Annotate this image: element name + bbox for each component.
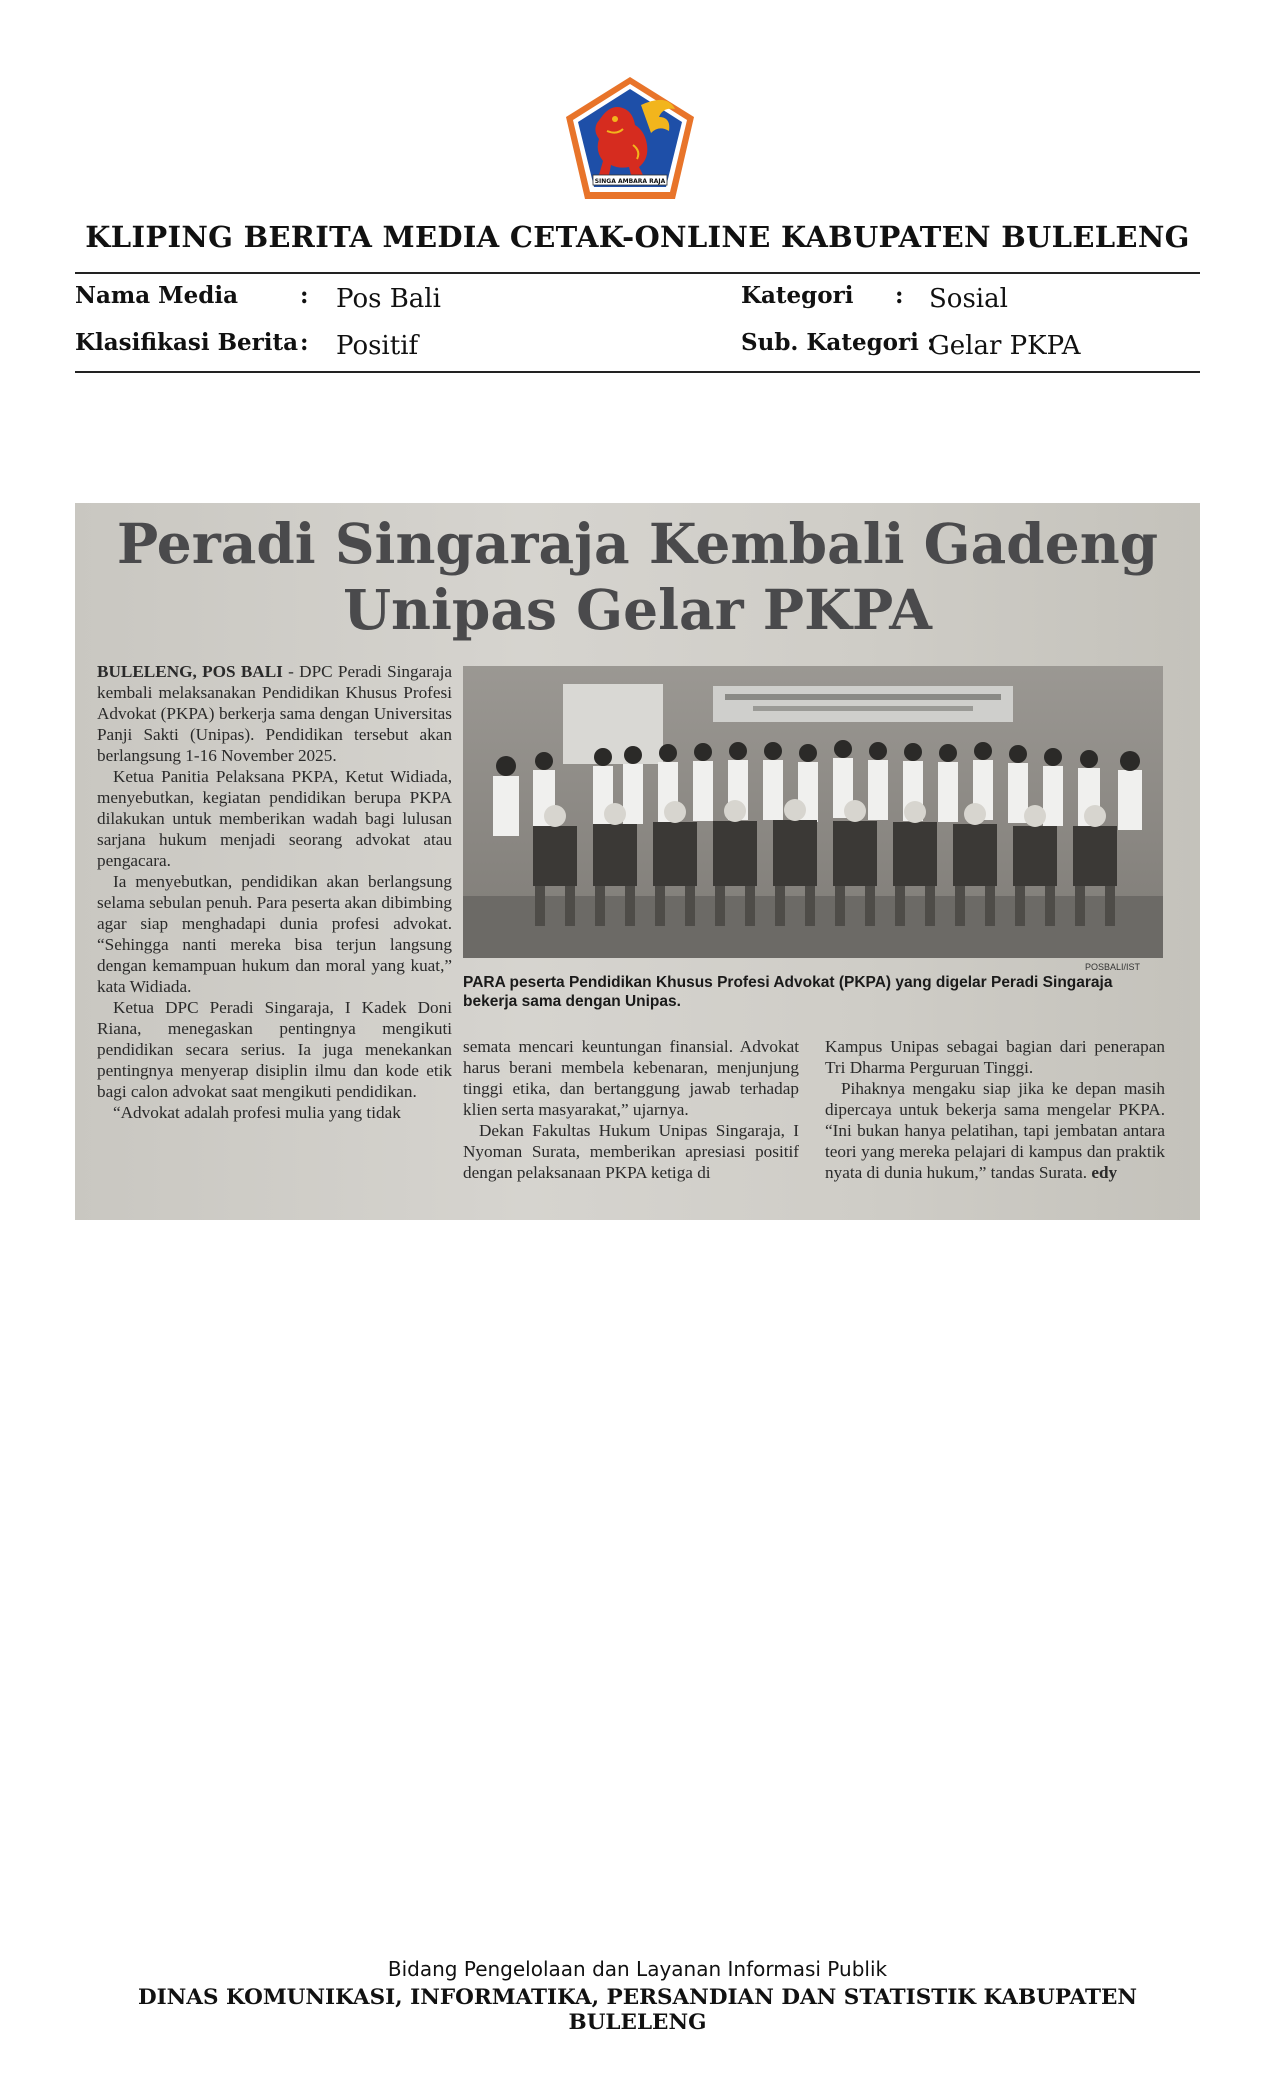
headline-line-2: Unipas Gelar PKPA — [343, 577, 932, 642]
news-classification-value: Positif — [336, 331, 419, 361]
article-paragraph: “Advokat adalah profesi mulia yang tidak — [113, 1103, 401, 1122]
article-column-1 — [97, 661, 452, 1123]
lead-text: - DPC Peradi Singaraja kembali melaksanakan Pendidikan Khusus Profesi Advokat (PKPA) berkerja sama dengan Universitas Panji Sakti (Unipas). Pendidikan tersebut akan berlangsung 1-16 November 2025. — [97, 662, 452, 765]
news-classification-label: Klasifikasi Berita — [75, 329, 299, 356]
media-name-colon: : — [300, 282, 309, 309]
article-paragraph: Ketua DPC Peradi Singaraja, I Kadek Doni Riana, menegaskan pentingnya mengikuti pendidikan secara serius. Ia juga menekankan pentingnya menyerap disiplin ilmu dan kode etik bagi calon advokat saat mengikuti pendidikan. — [97, 998, 452, 1101]
article-paragraph — [825, 1078, 1165, 1183]
footer-department: Bidang Pengelolaan dan Layanan Informasi Publik — [387, 1957, 888, 1981]
subcategory-value: Gelar PKPA — [929, 331, 1081, 361]
media-name-value: Pos Bali — [336, 284, 441, 314]
news-classification-colon: : — [300, 329, 309, 356]
footer-agency: DINAS KOMUNIKASI, INFORMATIKA, PERSANDIAN DAN STATISTIK KABUPATEN BULELENG — [137, 1985, 1138, 2035]
newspaper-clipping — [75, 503, 1200, 1220]
byline: edy — [1091, 1163, 1118, 1182]
category-value: Sosial — [929, 284, 1008, 314]
article-column-2 — [463, 1036, 799, 1183]
article-column-3 — [825, 1036, 1165, 1183]
buleleng-regency-logo — [563, 75, 697, 203]
article-headline — [75, 511, 1200, 643]
article-lead-paragraph — [97, 661, 452, 766]
headline-line-1: Peradi Singaraja Kembali Gadeng — [116, 511, 1159, 576]
category-colon: : — [895, 282, 904, 309]
category-label: Kategori — [741, 282, 854, 309]
media-name-label: Nama Media — [75, 282, 238, 309]
photo-credit: POSBALI/IST — [1085, 962, 1141, 972]
photo-caption: PARA peserta Pendidikan Khusus Profesi Advokat (PKPA) yang digelar Peradi Singaraja bekerja sama dengan Unipas. — [463, 974, 1113, 1010]
article-paragraph: Ia menyebutkan, pendidikan akan berlangsung selama sebulan penuh. Para peserta akan dibimbing agar siap menghadapi dunia profesi advokat. “Sehingga nanti mereka bisa terjun langsung dengan kemampuan hukum dan moral yang kuat,” kata Widiada. — [97, 872, 452, 996]
closing-text: Pihaknya mengaku siap jika ke depan masih dipercaya untuk bekerja sama mengelar PKPA. “Ini bukan hanya pelatihan, tapi jembatan antara teori yang mereka pelajari di kampus dan praktik nyata di dunia hukum,” tandas Surata. — [825, 1079, 1165, 1182]
dateline: BULELENG, POS BALI — [97, 662, 283, 681]
article-paragraph: Kampus Unipas sebagai bagian dari penerapan Tri Dharma Perguruan Tinggi. — [825, 1037, 1165, 1077]
header-top-divider — [75, 272, 1200, 274]
header-bottom-divider — [75, 371, 1200, 373]
article-paragraph: Dekan Fakultas Hukum Unipas Singaraja, I Nyoman Surata, memberikan apresiasi positif dengan pelaksanaan PKPA ketiga di — [463, 1121, 799, 1182]
group-photo — [463, 666, 1163, 958]
svg-text:SINGA AMBARA RAJA: SINGA AMBARA RAJA — [594, 178, 666, 185]
article-paragraph: semata mencari keuntungan finansial. Advokat harus berani membela kebenaran, menjunjung tinggi etika, dan bertanggung jawab terhadap klien serta masyarakat,” ujarnya. — [463, 1037, 799, 1119]
subcategory-label: Sub. Kategori : — [741, 329, 936, 356]
article-paragraph: Ketua Panitia Pelaksana PKPA, Ketut Widiada, menyebutkan, kegiatan pendidikan berupa PKPA dilakukan untuk memberikan wadah bagi lulusan sarjana hukum menjadi seorang advokat atau pengacara. — [97, 767, 452, 870]
document-title: KLIPING BERITA MEDIA CETAK-ONLINE KABUPATEN BULELENG — [85, 220, 1190, 254]
